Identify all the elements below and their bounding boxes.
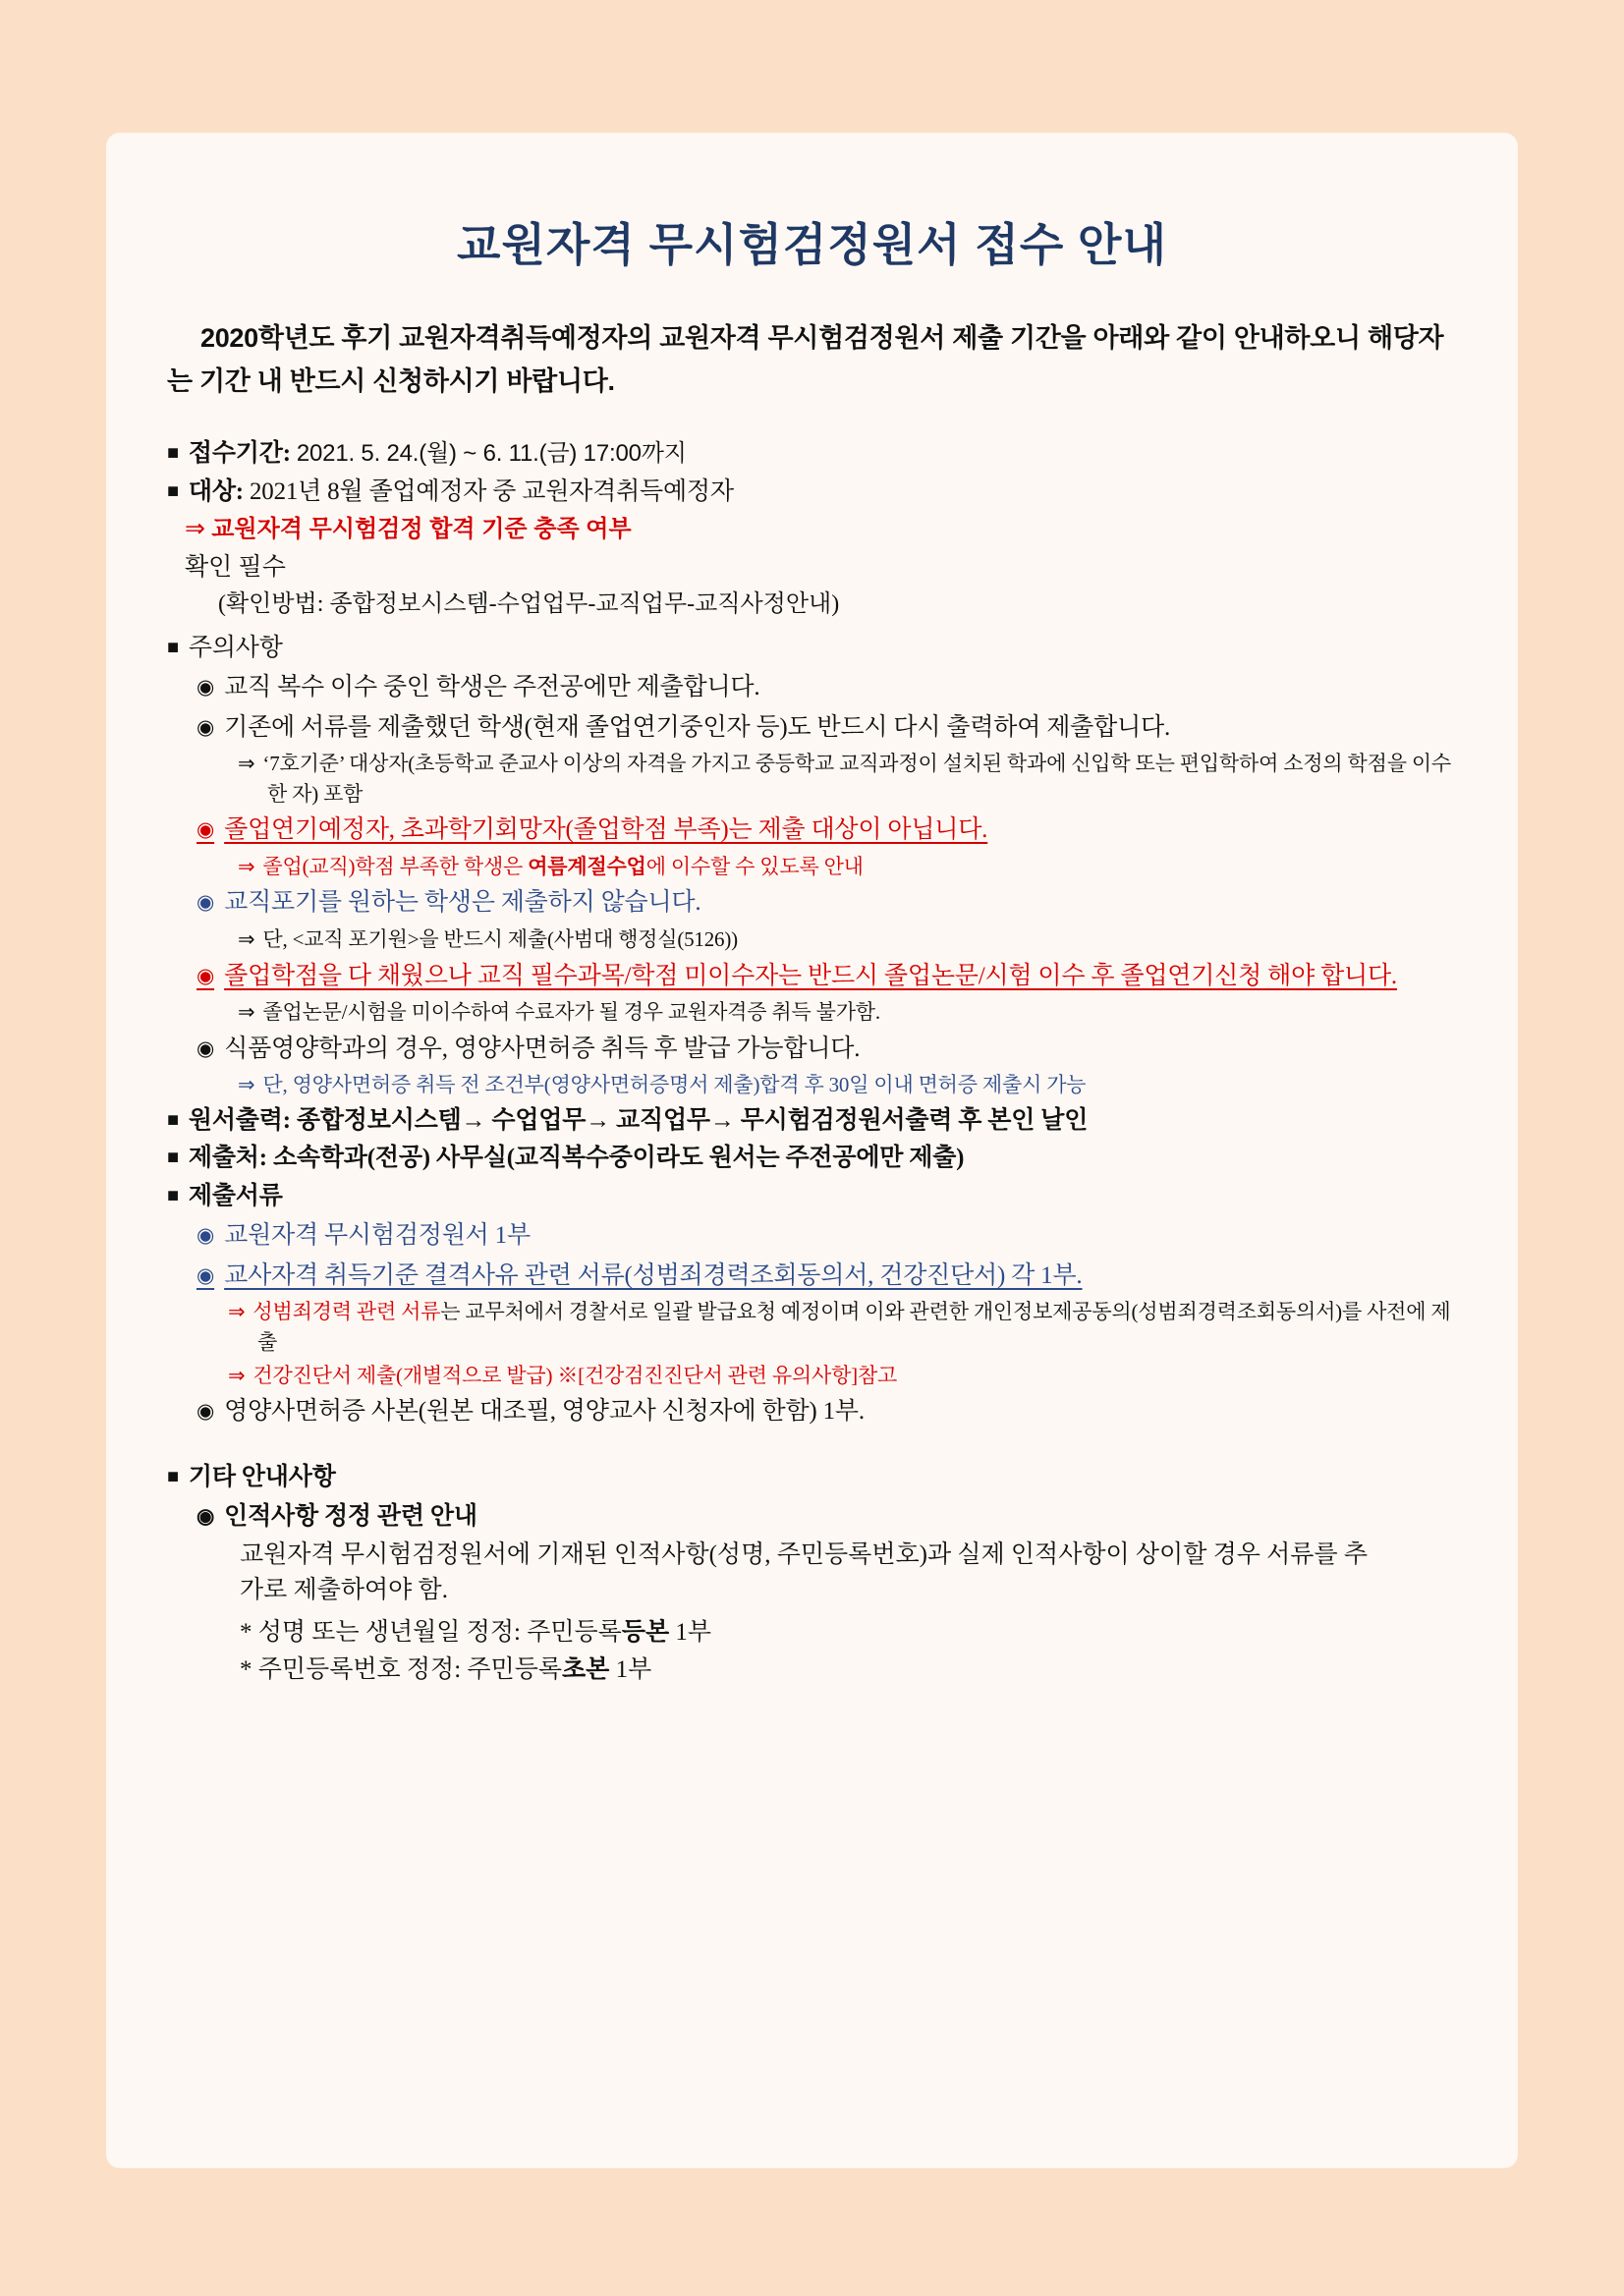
list-item	[196, 1259, 1457, 1295]
arrow-icon: ⇒	[228, 1363, 246, 1387]
arrow-icon: ⇒	[228, 1300, 246, 1324]
circle-marker-icon: ◉	[196, 1399, 215, 1424]
section-target	[167, 475, 1457, 511]
period-value: 2021. 5. 24.(월) ~ 6. 11.(금) 17:00까지	[296, 440, 687, 468]
print-value: 종합정보시스템→ 수업업무→ 교직업무→ 무시험검정원서출력 후 본인 날인	[296, 1106, 1089, 1134]
list-item	[196, 812, 1457, 849]
list-item	[196, 959, 1457, 995]
list-item	[196, 710, 1457, 747]
caution-item-4: 교직포기를 원하는 학생은 제출하지 않습니다.	[224, 889, 701, 917]
list-item	[196, 670, 1457, 706]
documents-item-3: 영양사면허증 사본(원본 대조필, 영양교사 신청자에 한함) 1부.	[224, 1398, 865, 1426]
caution-item-2-sub: ‘7호기준’ 대상자(초등학교 준교사 이상의 자격을 가지고 중등학교 교직과정이 설치된 학과에 신입학 또는 편입학하여 소정의 학점을 이수한 자) 포함	[262, 752, 1452, 806]
sub-note	[238, 749, 1457, 809]
intro-paragraph: 2020학년도 후기 교원자격취득예정자의 교원자격 무시험검정원서 제출 기간을 아래와 같이 안내하오니 해당자는 기간 내 반드시 신청하시기 바랍니다.	[167, 323, 1444, 396]
etc-body: 교원자격 무시험검정원서에 기재된 인적사항(성명, 주민등록번호)과 실제 인적사항이 상이할 경우 서류를 추가로 제출하여야 함.	[240, 1540, 1369, 1604]
arrow-icon: ⇒	[185, 516, 205, 543]
circle-marker-icon: ◉	[196, 1262, 215, 1287]
star-marker-icon: *	[240, 1618, 252, 1646]
square-marker-icon: ■	[167, 1147, 179, 1169]
caution-item-5-sub: 졸업논문/시험을 미이수하여 수료자가 될 경우 교원자격증 취득 불가함.	[262, 1000, 880, 1025]
sub-note	[238, 1070, 1457, 1100]
list-item	[196, 885, 1457, 922]
caution-item-3: 졸업연기예정자, 초과학기회망자(졸업학점 부족)는 제출 대상이 아닙니다.	[224, 816, 988, 844]
target-value: 2021년 8월 졸업예정자 중 교원자격취득예정자	[249, 477, 734, 505]
section-print	[167, 1103, 1457, 1140]
etc-bullet-row	[240, 1615, 1457, 1652]
section-etc	[167, 1460, 1457, 1496]
spacer	[167, 1432, 1457, 1458]
etc-label: 기타 안내사항	[188, 1463, 336, 1490]
etc-bullet-2: 주민등록번호 정정: 주민등록초본 1부	[257, 1656, 652, 1684]
target-note-red-row	[185, 512, 1457, 548]
arrow-icon: ⇒	[238, 752, 255, 775]
square-marker-icon: ■	[167, 479, 179, 502]
circle-marker-icon: ◉	[196, 1036, 215, 1060]
caution-item-2: 기존에 서류를 제출했던 학생(현재 졸업연기중인자 등)도 반드시 다시 출력하여 제출합니다.	[224, 713, 1171, 741]
submit-place-label: 제출처:	[188, 1145, 267, 1172]
list-item	[196, 1394, 1457, 1430]
print-label: 원서출력:	[188, 1106, 291, 1134]
target-note-tail: 확인 필수	[185, 553, 286, 581]
star-marker-icon: *	[240, 1656, 252, 1684]
circle-marker-icon: ◉	[196, 675, 215, 699]
arrow-icon: ⇒	[238, 854, 255, 878]
arrow-icon: ⇒	[238, 1073, 255, 1097]
sub-note	[228, 1297, 1457, 1357]
sub-note	[228, 1361, 1457, 1391]
arrow-icon: ⇒	[238, 1000, 255, 1025]
etc-bullet-row	[240, 1652, 1457, 1689]
sub-note	[238, 924, 1457, 955]
arrow-icon: ⇒	[238, 926, 255, 951]
list-item	[196, 1499, 1457, 1536]
etc-bullet-1: 성명 또는 생년월일 정정: 주민등록등본 1부	[257, 1618, 712, 1646]
section-submit-place	[167, 1141, 1457, 1177]
documents-label: 제출서류	[188, 1182, 283, 1209]
documents-item-2-sub-1: 성범죄경력 관련 서류는 교무처에서 경찰서로 일괄 발급요청 예정이며 이와 관련한 개인정보제공동의(성범죄경력조회동의서)를 사전에 제출	[252, 1300, 1451, 1355]
caution-item-4-sub: 단, <교직 포기원>을 반드시 제출(사범대 행정실(5126))	[262, 926, 738, 951]
caution-item-5: 졸업학점을 다 채웠으나 교직 필수과목/학점 미이수자는 반드시 졸업논문/시험 이수 후 졸업연기신청 해야 합니다.	[224, 962, 1397, 989]
circle-marker-icon: ◉	[196, 817, 215, 842]
target-note-red: 교원자격 무시험검정 합격 기준 충족 여부	[211, 516, 632, 543]
sub-note	[238, 852, 1457, 882]
square-marker-icon: ■	[167, 1465, 179, 1487]
submit-place-value: 소속학과(전공) 사무실(교직복수중이라도 원서는 주전공에만 제출)	[272, 1145, 965, 1172]
square-marker-icon: ■	[167, 1108, 179, 1131]
documents-item-2-sub-2: 건강진단서 제출(개별적으로 발급) ※[건강검진진단서 관련 유의사항]참고	[252, 1363, 898, 1387]
sub-note	[238, 997, 1457, 1028]
caution-item-3-sub: 졸업(교직)학점 부족한 학생은 여름계절수업에 이수할 수 있도록 안내	[262, 854, 864, 878]
circle-marker-icon: ◉	[196, 1223, 215, 1248]
document-page	[106, 133, 1518, 2168]
period-label: 접수기간:	[188, 440, 291, 468]
page-title: 교원자격 무시험검정원서 접수 안내	[457, 219, 1167, 270]
circle-marker-icon: ◉	[196, 1504, 215, 1529]
caution-item-1: 교직 복수 이수 중인 학생은 주전공에만 제출합니다.	[224, 674, 760, 700]
caution-label: 주의사항	[188, 634, 283, 661]
square-marker-icon: ■	[167, 1184, 179, 1206]
section-caution	[167, 631, 1457, 667]
circle-marker-icon: ◉	[196, 963, 215, 987]
square-marker-icon: ■	[167, 442, 179, 465]
list-item	[196, 1032, 1457, 1068]
section-period	[167, 436, 1457, 473]
caution-item-6: 식품영양학과의 경우, 영양사면허증 취득 후 발급 가능합니다.	[224, 1035, 861, 1062]
target-method: (확인방법: 종합정보시스템-수업업무-교직업무-교직사정안내)	[218, 591, 840, 618]
document-body	[167, 436, 1457, 1688]
caution-item-6-sub: 단, 영양사면허증 취득 전 조건부(영양사면허증명서 제출)합격 후 30일 이내 면허증 제출시 가능	[262, 1073, 1087, 1097]
documents-item-2: 교사자격 취득기준 결격사유 관련 서류(성범죄경력조회동의서, 건강진단서) 각 1부.	[224, 1261, 1083, 1289]
circle-marker-icon: ◉	[196, 714, 215, 739]
target-label: 대상:	[188, 477, 244, 505]
section-documents	[167, 1179, 1457, 1215]
square-marker-icon: ■	[167, 636, 179, 658]
documents-item-1: 교원자격 무시험검정원서 1부	[224, 1222, 531, 1250]
circle-marker-icon: ◉	[196, 890, 215, 915]
list-item	[196, 1218, 1457, 1255]
etc-item-label: 인적사항 정정 관련 안내	[224, 1503, 477, 1531]
